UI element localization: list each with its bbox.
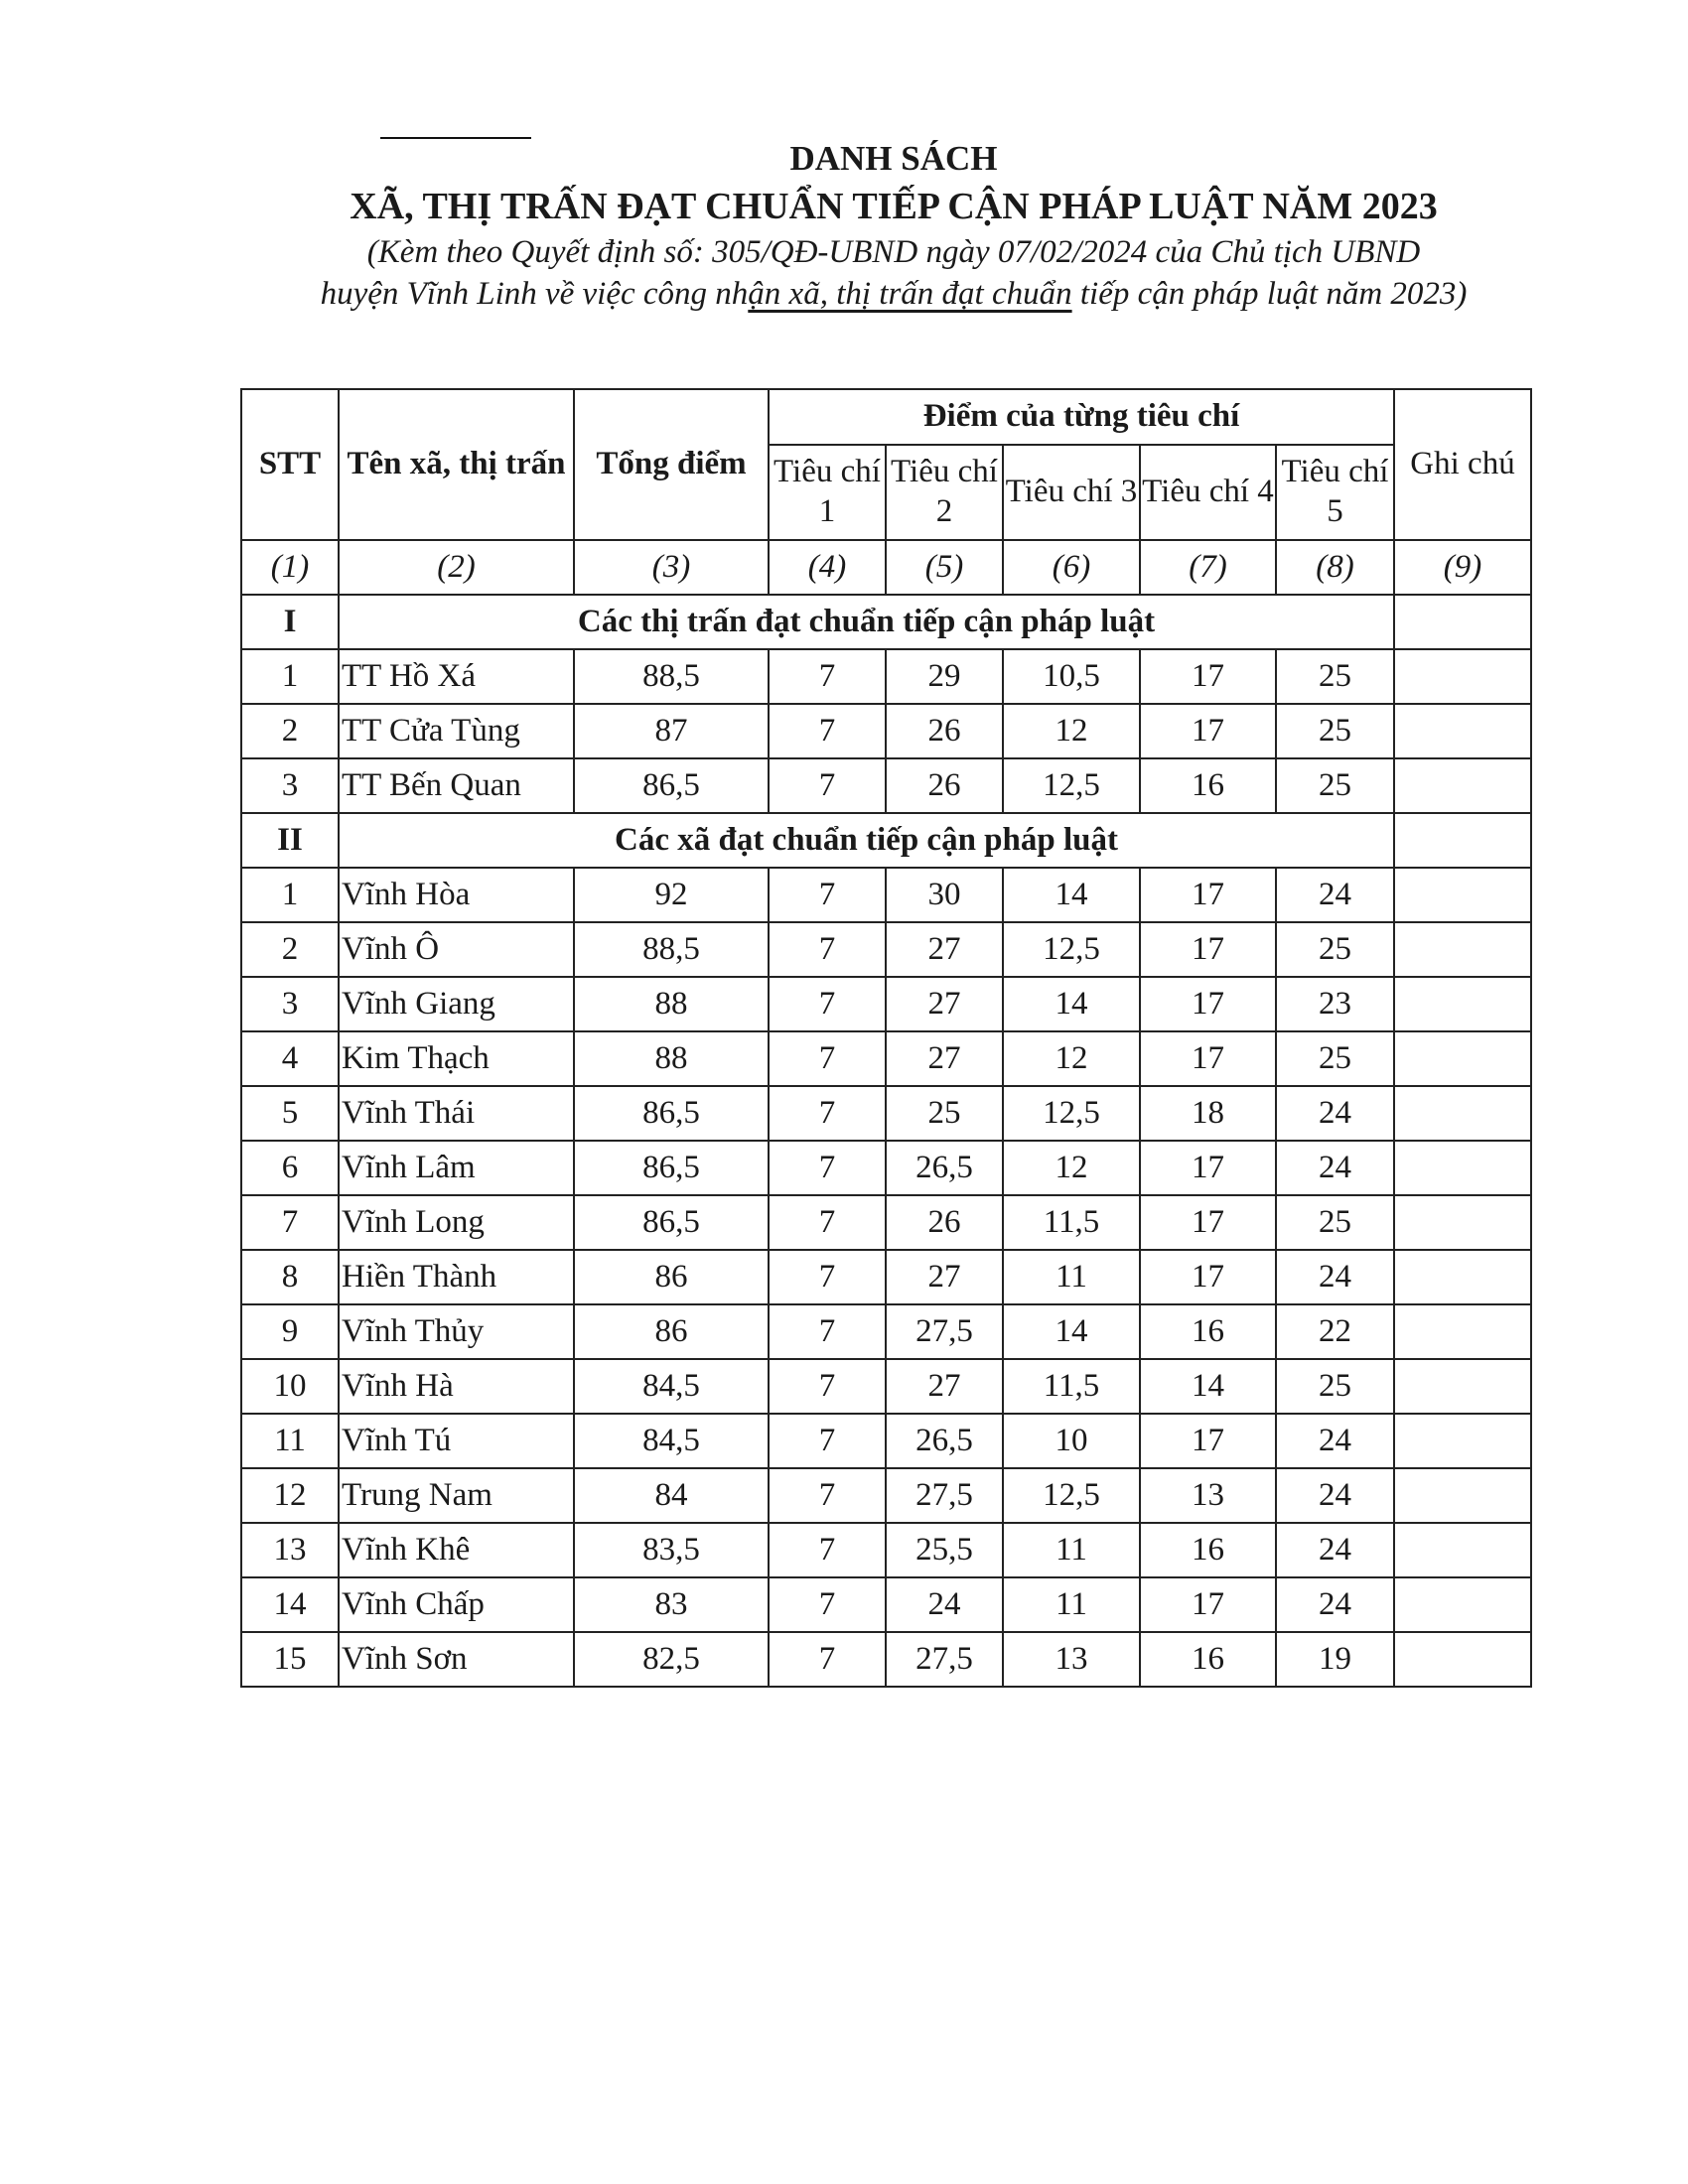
cell-note — [1394, 1250, 1531, 1304]
subtitle-part-a: huyện Vĩnh Linh về việc công nh — [320, 276, 749, 312]
header-note: Ghi chú — [1394, 389, 1531, 540]
cell-c1: 7 — [769, 1086, 886, 1141]
doc-title: DANH SÁCH — [789, 139, 998, 178]
section-number: I — [241, 595, 339, 649]
cell-name: Vĩnh Thủy — [339, 1304, 574, 1359]
col-num: (8) — [1276, 540, 1394, 595]
cell-c4: 17 — [1140, 868, 1276, 922]
cell-c2: 27 — [886, 1031, 1003, 1086]
cell-c2: 27 — [886, 1359, 1003, 1414]
cell-total: 83 — [574, 1577, 769, 1632]
cell-note — [1394, 922, 1531, 977]
cell-note — [1394, 1141, 1531, 1195]
cell-total: 86,5 — [574, 758, 769, 813]
cell-c2: 26,5 — [886, 1141, 1003, 1195]
header-stt: STT — [241, 389, 339, 540]
results-table — [240, 388, 1532, 1688]
cell-stt: 4 — [241, 1031, 339, 1086]
cell-note — [1394, 1031, 1531, 1086]
cell-c1: 7 — [769, 1141, 886, 1195]
cell-c3: 11 — [1003, 1577, 1140, 1632]
col-num: (1) — [241, 540, 339, 595]
cell-name: Kim Thạch — [339, 1031, 574, 1086]
cell-c2: 27 — [886, 922, 1003, 977]
cell-c3: 12 — [1003, 1141, 1140, 1195]
cell-c4: 17 — [1140, 922, 1276, 977]
cell-c4: 18 — [1140, 1086, 1276, 1141]
cell-c4: 13 — [1140, 1468, 1276, 1523]
cell-c3: 10,5 — [1003, 649, 1140, 704]
cell-c5: 22 — [1276, 1304, 1394, 1359]
section-row — [241, 813, 1531, 868]
cell-c3: 11 — [1003, 1250, 1140, 1304]
col-num: (2) — [339, 540, 574, 595]
cell-stt: 14 — [241, 1577, 339, 1632]
cell-name: Vĩnh Thái — [339, 1086, 574, 1141]
cell-c5: 25 — [1276, 1031, 1394, 1086]
cell-total: 86,5 — [574, 1086, 769, 1141]
cell-c5: 24 — [1276, 1468, 1394, 1523]
cell-stt: 1 — [241, 649, 339, 704]
header-criterion-5: Tiêu chí 5 — [1276, 445, 1394, 540]
cell-c2: 25,5 — [886, 1523, 1003, 1577]
cell-c2: 27,5 — [886, 1468, 1003, 1523]
cell-stt: 10 — [241, 1359, 339, 1414]
cell-c3: 12 — [1003, 704, 1140, 758]
cell-c3: 11 — [1003, 1523, 1140, 1577]
section-note — [1394, 813, 1531, 868]
cell-c4: 17 — [1140, 1414, 1276, 1468]
cell-name: Vĩnh Long — [339, 1195, 574, 1250]
cell-c1: 7 — [769, 1304, 886, 1359]
cell-name: Vĩnh Khê — [339, 1523, 574, 1577]
cell-c5: 24 — [1276, 1414, 1394, 1468]
cell-c1: 7 — [769, 758, 886, 813]
table-row — [241, 1141, 1531, 1195]
col-num: (5) — [886, 540, 1003, 595]
cell-c5: 25 — [1276, 758, 1394, 813]
cell-name: Vĩnh Sơn — [339, 1632, 574, 1687]
cell-c2: 29 — [886, 649, 1003, 704]
subtitle-part-underlined: ận xã, thị trấn đạt chuẩn — [748, 276, 1072, 312]
cell-c5: 24 — [1276, 868, 1394, 922]
cell-total: 84,5 — [574, 1359, 769, 1414]
table-row — [241, 868, 1531, 922]
cell-note — [1394, 649, 1531, 704]
table-row — [241, 1468, 1531, 1523]
cell-total: 86 — [574, 1304, 769, 1359]
col-num: (3) — [574, 540, 769, 595]
cell-name: Vĩnh Giang — [339, 977, 574, 1031]
table-row — [241, 1195, 1531, 1250]
cell-name: Trung Nam — [339, 1468, 574, 1523]
cell-name: Vĩnh Chấp — [339, 1577, 574, 1632]
cell-note — [1394, 1359, 1531, 1414]
cell-c3: 12 — [1003, 1031, 1140, 1086]
cell-stt: 1 — [241, 868, 339, 922]
cell-c3: 14 — [1003, 977, 1140, 1031]
cell-note — [1394, 758, 1531, 813]
cell-c5: 25 — [1276, 649, 1394, 704]
cell-total: 86,5 — [574, 1141, 769, 1195]
cell-c5: 25 — [1276, 704, 1394, 758]
cell-name: TT Hồ Xá — [339, 649, 574, 704]
cell-c1: 7 — [769, 922, 886, 977]
cell-stt: 3 — [241, 758, 339, 813]
cell-c5: 24 — [1276, 1141, 1394, 1195]
table-row — [241, 649, 1531, 704]
cell-stt: 3 — [241, 977, 339, 1031]
cell-c4: 17 — [1140, 1250, 1276, 1304]
cell-total: 86 — [574, 1250, 769, 1304]
header-total: Tổng điểm — [574, 389, 769, 540]
table-row — [241, 1414, 1531, 1468]
cell-c4: 17 — [1140, 977, 1276, 1031]
cell-note — [1394, 977, 1531, 1031]
cell-c1: 7 — [769, 649, 886, 704]
table-row — [241, 1523, 1531, 1577]
cell-stt: 11 — [241, 1414, 339, 1468]
cell-c3: 11,5 — [1003, 1359, 1140, 1414]
section-row — [241, 595, 1531, 649]
cell-c2: 26 — [886, 758, 1003, 813]
table-body — [241, 595, 1531, 1687]
cell-note — [1394, 1414, 1531, 1468]
cell-c3: 12,5 — [1003, 1086, 1140, 1141]
cell-total: 86,5 — [574, 1195, 769, 1250]
cell-stt: 7 — [241, 1195, 339, 1250]
cell-c2: 27,5 — [886, 1304, 1003, 1359]
table-row — [241, 922, 1531, 977]
cell-c2: 30 — [886, 868, 1003, 922]
cell-note — [1394, 704, 1531, 758]
cell-c4: 17 — [1140, 704, 1276, 758]
header-criterion-2: Tiêu chí 2 — [886, 445, 1003, 540]
cell-note — [1394, 1195, 1531, 1250]
cell-c3: 14 — [1003, 868, 1140, 922]
table-row — [241, 1577, 1531, 1632]
cell-total: 92 — [574, 868, 769, 922]
section-number: II — [241, 813, 339, 868]
table-row — [241, 704, 1531, 758]
cell-c2: 26,5 — [886, 1414, 1003, 1468]
cell-c5: 24 — [1276, 1523, 1394, 1577]
cell-name: Vĩnh Lâm — [339, 1141, 574, 1195]
cell-note — [1394, 1632, 1531, 1687]
cell-c4: 17 — [1140, 1031, 1276, 1086]
header-criterion-3: Tiêu chí 3 — [1003, 445, 1140, 540]
cell-c1: 7 — [769, 1577, 886, 1632]
cell-name: Vĩnh Tú — [339, 1414, 574, 1468]
cell-c2: 24 — [886, 1577, 1003, 1632]
header-criteria-group: Điểm của từng tiêu chí — [769, 389, 1394, 445]
doc-title-line2: XÃ, THỊ TRẤN ĐẠT CHUẨN TIẾP CẬN PHÁP LUẬT NĂM 2023 — [350, 186, 1438, 227]
cell-stt: 12 — [241, 1468, 339, 1523]
cell-c1: 7 — [769, 1359, 886, 1414]
cell-c5: 25 — [1276, 922, 1394, 977]
cell-c1: 7 — [769, 1414, 886, 1468]
header-criterion-4: Tiêu chí 4 — [1140, 445, 1276, 540]
cell-note — [1394, 1304, 1531, 1359]
cell-c2: 27 — [886, 977, 1003, 1031]
cell-c4: 17 — [1140, 1195, 1276, 1250]
doc-subtitle-line2 — [0, 276, 1688, 313]
cell-c3: 12,5 — [1003, 758, 1140, 813]
col-num: (7) — [1140, 540, 1276, 595]
cell-c1: 7 — [769, 704, 886, 758]
cell-c3: 10 — [1003, 1414, 1140, 1468]
col-num: (9) — [1394, 540, 1531, 595]
cell-total: 84 — [574, 1468, 769, 1523]
cell-stt: 8 — [241, 1250, 339, 1304]
cell-c1: 7 — [769, 977, 886, 1031]
cell-name: Vĩnh Hòa — [339, 868, 574, 922]
cell-c5: 25 — [1276, 1195, 1394, 1250]
cell-name: TT Cửa Tùng — [339, 704, 574, 758]
cell-total: 88 — [574, 1031, 769, 1086]
subtitle-part-c: tiếp cận pháp luật năm 2023) — [1071, 276, 1468, 312]
table-row — [241, 977, 1531, 1031]
table-row — [241, 758, 1531, 813]
cell-c1: 7 — [769, 1523, 886, 1577]
cell-total: 82,5 — [574, 1632, 769, 1687]
cell-c4: 17 — [1140, 1577, 1276, 1632]
cell-c5: 24 — [1276, 1086, 1394, 1141]
section-title: Các xã đạt chuẩn tiếp cận pháp luật — [339, 813, 1394, 868]
cell-name: Vĩnh Hà — [339, 1359, 574, 1414]
cell-total: 88,5 — [574, 922, 769, 977]
cell-c5: 24 — [1276, 1250, 1394, 1304]
col-num: (6) — [1003, 540, 1140, 595]
cell-stt: 2 — [241, 704, 339, 758]
cell-note — [1394, 1523, 1531, 1577]
cell-name: TT Bến Quan — [339, 758, 574, 813]
cell-c4: 16 — [1140, 758, 1276, 813]
cell-c1: 7 — [769, 1031, 886, 1086]
cell-stt: 15 — [241, 1632, 339, 1687]
section-title: Các thị trấn đạt chuẩn tiếp cận pháp luật — [339, 595, 1394, 649]
cell-c5: 25 — [1276, 1359, 1394, 1414]
cell-c3: 11,5 — [1003, 1195, 1140, 1250]
cell-note — [1394, 1086, 1531, 1141]
cell-c3: 12,5 — [1003, 922, 1140, 977]
cell-c1: 7 — [769, 1468, 886, 1523]
cell-c1: 7 — [769, 868, 886, 922]
doc-subtitle-line1: (Kèm theo Quyết định số: 305/QĐ-UBND ngày 07/02/2024 của Chủ tịch UBND — [366, 234, 1421, 270]
cell-c5: 19 — [1276, 1632, 1394, 1687]
cell-total: 83,5 — [574, 1523, 769, 1577]
cell-c2: 26 — [886, 704, 1003, 758]
cell-stt: 5 — [241, 1086, 339, 1141]
table-row — [241, 1632, 1531, 1687]
cell-c3: 13 — [1003, 1632, 1140, 1687]
cell-name: Vĩnh Ô — [339, 922, 574, 977]
cell-stt: 9 — [241, 1304, 339, 1359]
cell-c4: 14 — [1140, 1359, 1276, 1414]
cell-c5: 23 — [1276, 977, 1394, 1031]
cell-c4: 16 — [1140, 1304, 1276, 1359]
section-note — [1394, 595, 1531, 649]
cell-c2: 27 — [886, 1250, 1003, 1304]
cell-c4: 16 — [1140, 1632, 1276, 1687]
table-row — [241, 1304, 1531, 1359]
header-name: Tên xã, thị trấn — [339, 389, 574, 540]
cell-c3: 12,5 — [1003, 1468, 1140, 1523]
cell-c1: 7 — [769, 1632, 886, 1687]
table-row — [241, 1359, 1531, 1414]
cell-c4: 17 — [1140, 1141, 1276, 1195]
cell-c4: 16 — [1140, 1523, 1276, 1577]
cell-c3: 14 — [1003, 1304, 1140, 1359]
table-row — [241, 1031, 1531, 1086]
cell-c1: 7 — [769, 1250, 886, 1304]
cell-c1: 7 — [769, 1195, 886, 1250]
table-row — [241, 1250, 1531, 1304]
cell-c5: 24 — [1276, 1577, 1394, 1632]
cell-c2: 25 — [886, 1086, 1003, 1141]
cell-total: 88,5 — [574, 649, 769, 704]
cell-stt: 2 — [241, 922, 339, 977]
cell-stt: 13 — [241, 1523, 339, 1577]
table-row — [241, 1086, 1531, 1141]
cell-stt: 6 — [241, 1141, 339, 1195]
cell-total: 87 — [574, 704, 769, 758]
cell-total: 84,5 — [574, 1414, 769, 1468]
cell-name: Hiền Thành — [339, 1250, 574, 1304]
cell-c4: 17 — [1140, 649, 1276, 704]
col-num: (4) — [769, 540, 886, 595]
cell-c2: 27,5 — [886, 1632, 1003, 1687]
column-number-row — [241, 540, 1531, 595]
cell-total: 88 — [574, 977, 769, 1031]
cell-note — [1394, 1468, 1531, 1523]
cell-c2: 26 — [886, 1195, 1003, 1250]
header-criterion-1: Tiêu chí 1 — [769, 445, 886, 540]
cell-note — [1394, 868, 1531, 922]
cell-note — [1394, 1577, 1531, 1632]
